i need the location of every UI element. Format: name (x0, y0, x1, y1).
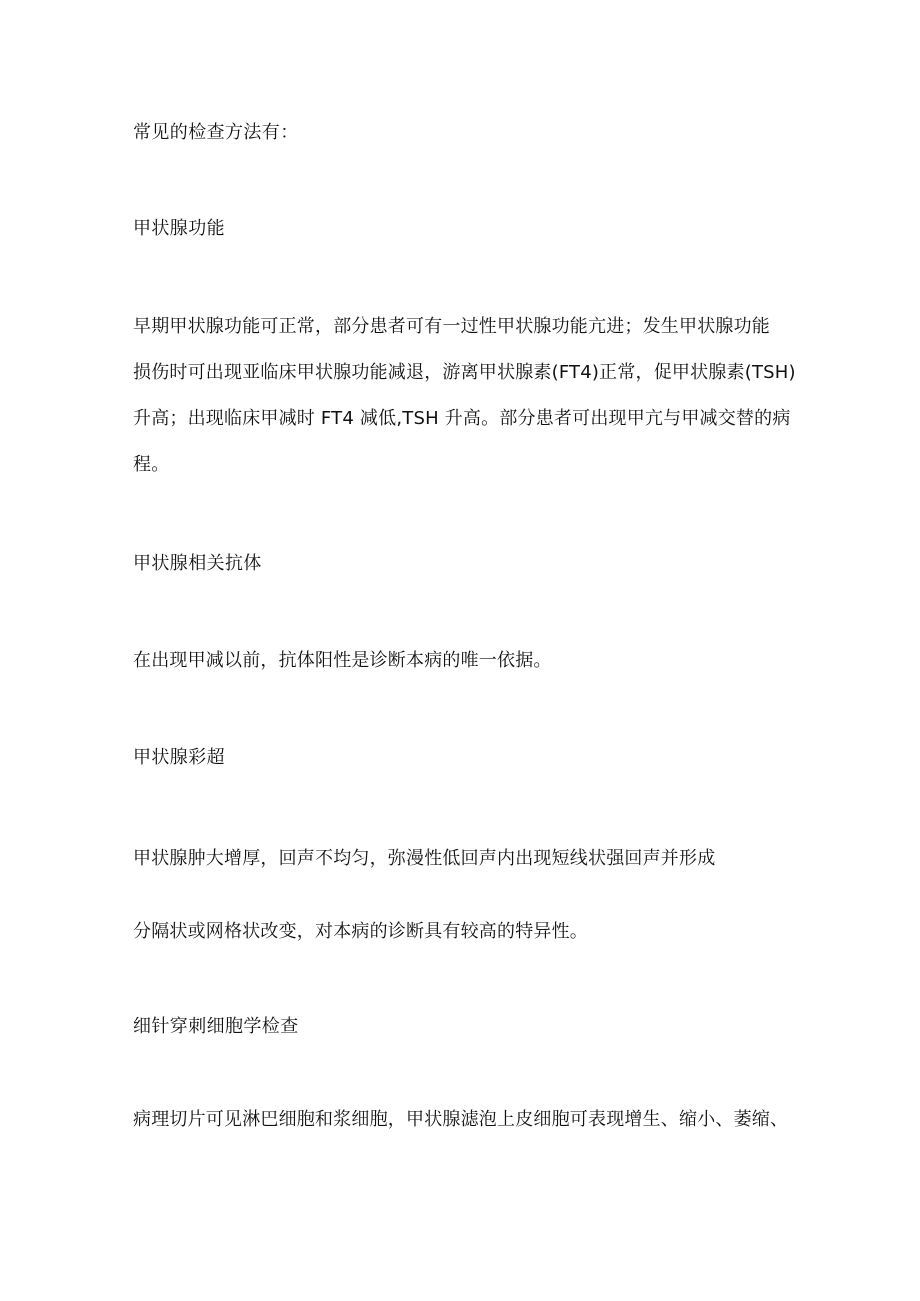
paragraph-line: 程。 (133, 454, 170, 475)
section-heading-fine-needle-aspiration: 细针穿刺细胞学检查 (133, 1016, 299, 1037)
paragraph-line: 早期甲状腺功能可正常，部分患者可有一过性甲状腺功能亢进；发生甲状腺功能 (133, 316, 770, 337)
intro-text: 常见的检查方法有： (133, 122, 299, 143)
paragraph-line: 升高；出现临床甲减时 FT4 减低,TSH 升高。部分患者可出现甲亢与甲减交替的病 (133, 408, 791, 429)
section-heading-thyroid-function: 甲状腺功能 (133, 218, 225, 239)
section-heading-thyroid-antibodies: 甲状腺相关抗体 (133, 553, 262, 574)
section-heading-thyroid-ultrasound: 甲状腺彩超 (133, 747, 225, 768)
paragraph-line: 病理切片可见淋巴细胞和浆细胞，甲状腺滤泡上皮细胞可表现增生、缩小、萎缩、 (133, 1109, 789, 1130)
paragraph-line: 在出现甲减以前，抗体阳性是诊断本病的唯一依据。 (133, 650, 552, 671)
paragraph-line: 甲状腺肿大增厚，回声不均匀，弥漫性低回声内出现短线状强回声并形成 (133, 848, 716, 869)
paragraph-line: 分隔状或网格状改变，对本病的诊断具有较高的特异性。 (133, 921, 588, 942)
paragraph-line: 损伤时可出现亚临床甲状腺功能减退，游离甲状腺素(FT4)正常，促甲状腺素(TSH) (133, 362, 796, 383)
